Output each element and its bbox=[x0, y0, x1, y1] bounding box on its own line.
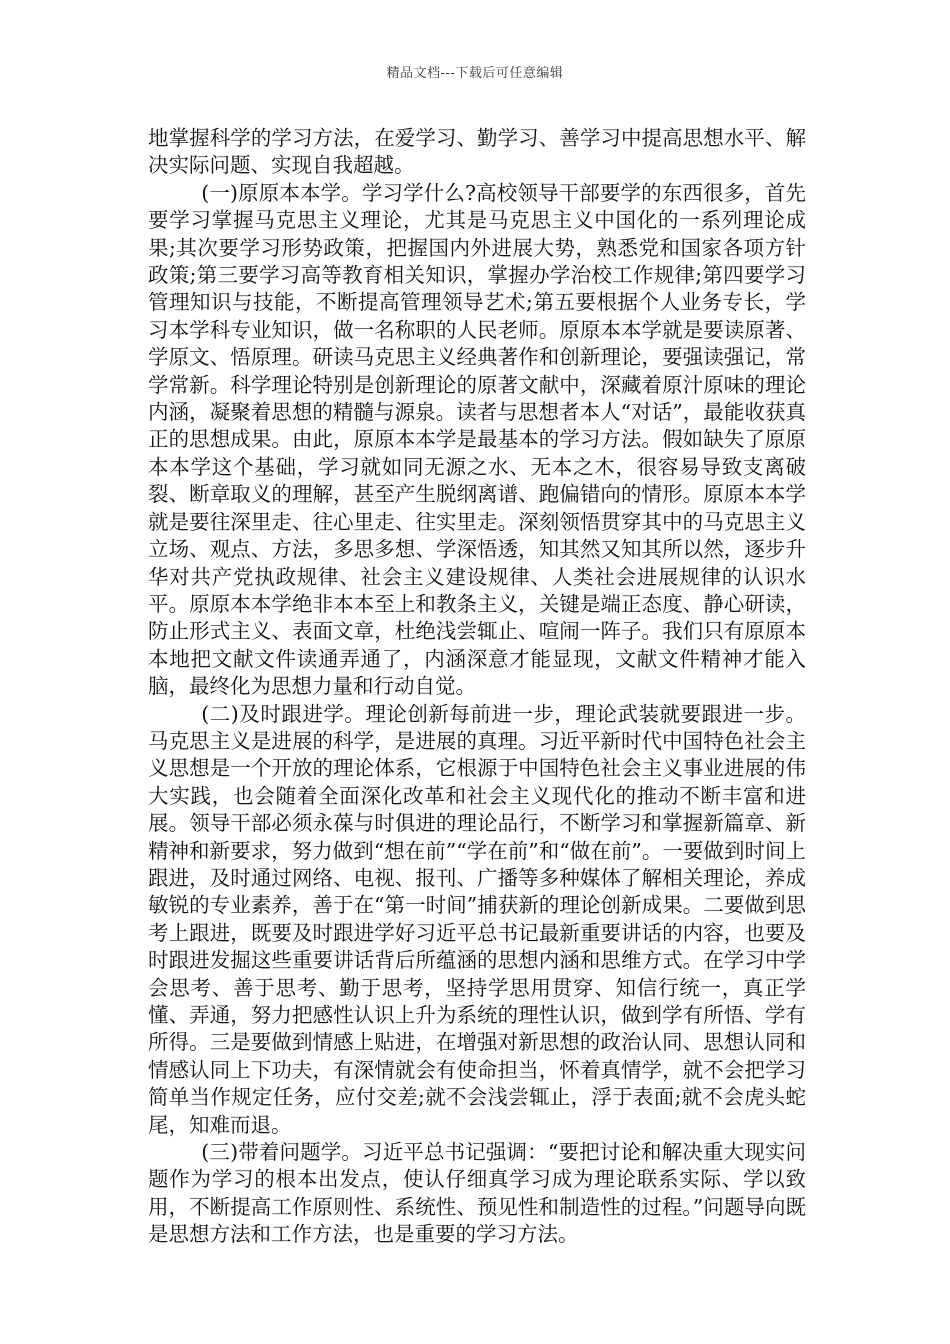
document-body bbox=[148, 125, 806, 1249]
paragraph-section-one: (一)原原本本学。学习学什么?高校领导干部要学的东西很多，首先要学习掌握马克思主义理论，尤其是马克思主义中国化的一系列理论成果;其次要学习形势政策，把握国内外进展大势，熟悉党和国家各项方针政策;第三要学习高等教育相关知识，掌握办学治校工作规律;第四要学习管理知识与技能，不断提高管理领导艺术;第五要根据个人业务专长，学习本学科专业知识，做一名称职的人民老师。原原本本学就是要读原著、学原文、悟原理。研读马克思主义经典著作和创新理论，要强读强记，常学常新。科学理论特别是创新理论的原著文献中，深藏着原汁原味的理论内涵，凝聚着思想的精髓与源泉。读者与思想者本人“对话”，最能收获真正的思想成果。由此，原原本本学是最基本的学习方法。假如缺失了原原本本学这个基础，学习就如同无源之水、无本之木，很容易导致支离破裂、断章取义的理解，甚至产生脱纲离谱、跑偏错向的情形。原原本本学就是要往深里走、往心里走、往实里走。深刻领悟贯穿其中的马克思主义立场、观点、方法，多思多想、学深悟透，知其然又知其所以然，逐步升华对共产党执政规律、社会主义建设规律、人类社会进展规律的认识水平。原原本本学绝非本本至上和教条主义，关键是端正态度、静心研读，防止形式主义、表面文章，杜绝浅尝辄止、喧闹一阵子。我们只有原原本本地把文献文件读通弄通了，内涵深意才能显现，文献文件精神才能入脑，最终化为思想力量和行动自觉。 bbox=[148, 180, 806, 699]
paragraph-section-two: (二)及时跟进学。理论创新每前进一步，理论武装就要跟进一步。马克思主义是进展的科学，是进展的真理。习近平新时代中国特色社会主义思想是一个开放的理论体系，它根源于中国特色社会主义事业进展的伟大实践，也会随着全面深化改革和社会主义现代化的推动不断丰富和进展。领导干部必须永葆与时俱进的理论品行，不断学习和掌握新篇章、新精神和新要求，努力做到“想在前”“学在前”和“做在前”。一要做到时间上跟进，及时通过网络、电视、报刊、广播等多种媒体了解相关理论，养成敏锐的专业素养，善于在“第一时间”捕获新的理论创新成果。二要做到思考上跟进，既要及时跟进学好习近平总书记最新重要讲话的内容，也要及时跟进发掘这些重要讲话背后所蕴涵的思想内涵和思维方式。在学习中学会思考、善于思考、勤于思考，坚持学思用贯穿、知信行统一，真正学懂、弄通，努力把感性认识上升为系统的理性认识，做到学有所悟、学有所得。三是要做到情感上贴进，在增强对新思想的政治认同、思想认同和情感认同上下功夫，有深情就会有使命担当，怀着真情学，就不会把学习简单当作规定任务，应付交差;就不会浅尝辄止，浮于表面;就不会虎头蛇尾，知难而退。 bbox=[148, 701, 806, 1137]
paragraph-continuation: 地掌握科学的学习方法，在爱学习、勤学习、善学习中提高思想水平、解决实际问题、实现自我超越。 bbox=[148, 126, 806, 178]
paragraph-section-three: (三)带着问题学。习近平总书记强调：“要把讨论和解决重大现实问题作为学习的根本出发点，使认仔细真学习成为理论联系实际、学以致用，不断提高工作原则性、系统性、预见性和制造性的过程。”问题导向既是思想方法和工作方法，也是重要的学习方法。 bbox=[148, 1140, 806, 1247]
page-header: 精品文档---下载后可任意编辑 bbox=[386, 66, 564, 81]
